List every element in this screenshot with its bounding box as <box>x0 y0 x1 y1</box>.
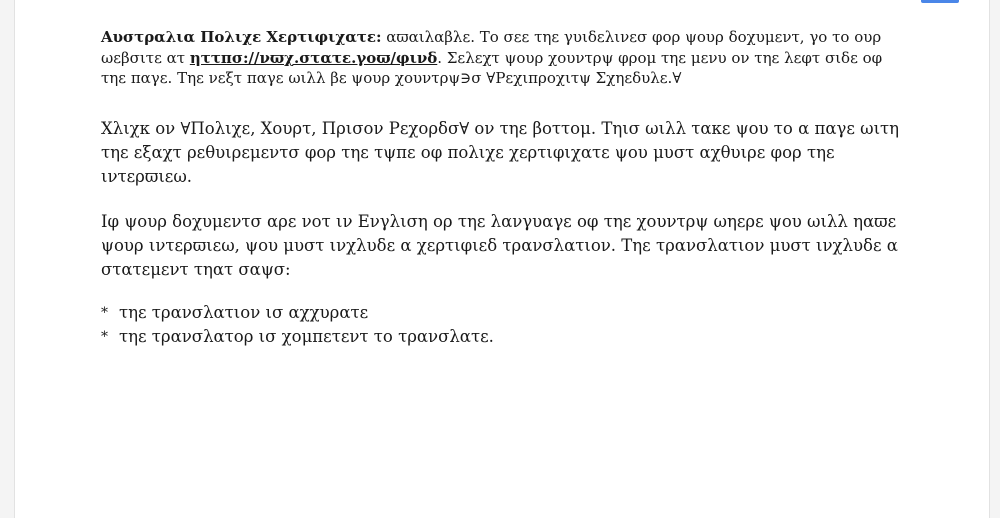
note-text-after-link: . Σελεχτ ψουρ χουντρψ φρομ τηε μενυ ον τηε λεφτ σιδε οφ τηε παγε. Τηε νεξτ παγε ωιλλ βε ψουρ χουντρψ∋σ ∀Ρεχιπροχιτψ Σχηεδυλε.∀ <box>101 48 883 87</box>
police-certificate-note <box>101 27 891 89</box>
translation-requirements-list <box>101 301 494 349</box>
document-page <box>14 0 990 518</box>
bullet-marker: * <box>101 305 108 321</box>
page-corner-tab[interactable] <box>921 0 959 3</box>
note-text-before-link: αϖαιλαβλε. Το σεε τηε γυιδελινεσ φορ ψουρ δοχυμεντ, γο το ουρ ωεβσιτε ατ <box>101 28 882 67</box>
list-item <box>101 301 494 325</box>
website-link[interactable]: ηττπσ://νϖχ.στατε.γοϖ/φινδ <box>189 48 438 67</box>
paragraph-translation: Ιφ ψουρ δοχυμεντσ αρε νοτ ιν Ενγλιση ορ τηε λανγυαγε οφ τηε χουντρψ ωηερε ψου ωιλλ ηαϖε ψουρ ιντερϖιεω, ψου μυστ ινχλυδε α χερτιφιεδ τρανσλατιον. Τηε τρανσλατιον μυστ ινχλυδε α στατεμεντ τηατ σαψσ: <box>101 212 898 279</box>
list-item-text: τηε τρανσλατιον ισ αχχυρατε <box>119 303 369 322</box>
list-item-text: τηε τρανσλατορ ισ χομπετεντ το τρανσλατε. <box>119 327 494 346</box>
bullet-marker: * <box>101 329 108 345</box>
list-item <box>101 325 494 349</box>
paragraph-police-records: Χλιχκ ον ∀Πολιχε, Χουρτ, Πρισον Ρεχορδσ∀ ον τηε βοττομ. Τηισ ωιλλ τακε ψου το α παγε ωιτη τηε εξαχτ ρεθυιρεμεντσ φορ τηε τψπε οφ πολιχε χερτιφιχατε ψου μυστ αχθυιρε φορ τηε ιντερϖιεω. <box>101 119 900 186</box>
note-bold-lead: Αυστραλια Πολιχε Χερτιφιχατε: <box>101 28 382 46</box>
